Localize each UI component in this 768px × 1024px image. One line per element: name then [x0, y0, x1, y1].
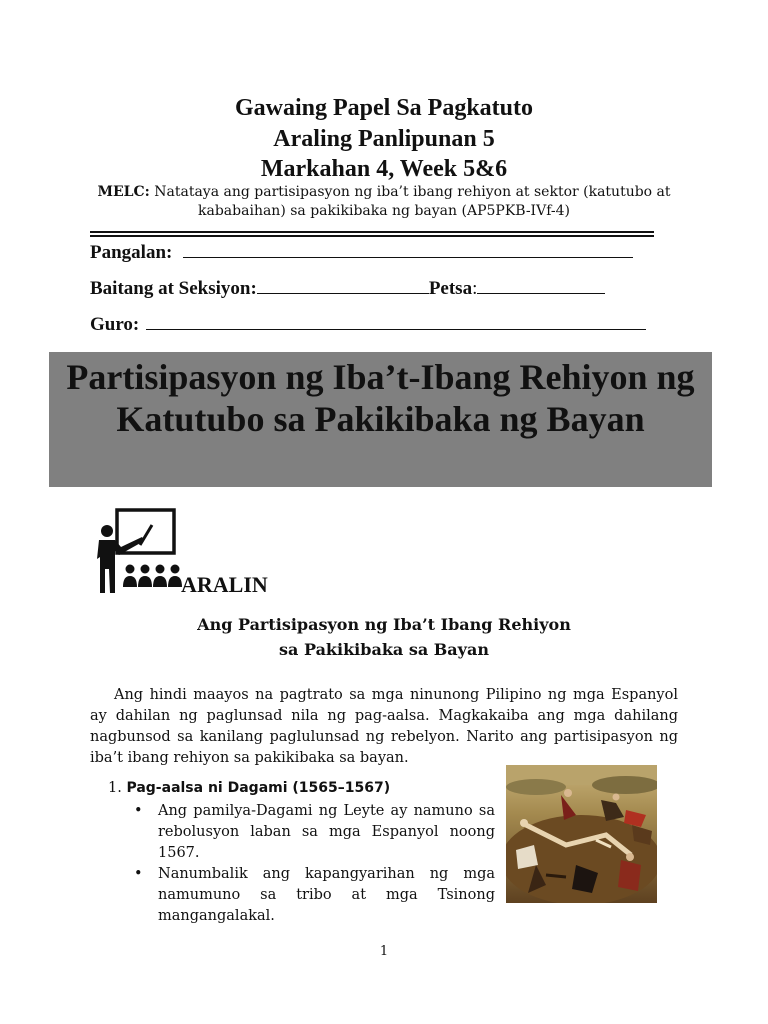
- melc-label: MELC:: [97, 184, 150, 200]
- item-heading: Pag-aalsa ni Dagami (1565–1567): [126, 780, 391, 796]
- item-bullets: [130, 801, 495, 927]
- date-label: Petsa: [428, 278, 473, 299]
- name-field: [90, 242, 633, 264]
- teacher-field: [90, 314, 646, 336]
- melc-block: [88, 183, 680, 221]
- revolt-painting-image: [506, 765, 657, 903]
- teacher-presentation-icon: [94, 507, 186, 595]
- topic-title-line-1: Partisipasyon ng Iba’t-Ibang Rehiyon ng: [66, 357, 695, 397]
- teacher-blank[interactable]: [146, 314, 646, 330]
- divider-top: [90, 231, 654, 233]
- aralin-label: ARALIN: [181, 572, 268, 597]
- teacher-label: Guro:: [90, 314, 140, 335]
- bullet-item: • Ang pamilya-Dagami ng Leyte ay namuno sa rebolusyon laban sa mga Espanyol noong 1567.: [130, 801, 495, 864]
- grade-section-field: [90, 278, 605, 300]
- date-blank[interactable]: [477, 278, 605, 294]
- lesson-subtitle-1: Ang Partisipasyon ng Iba’t Ibang Rehiyon: [197, 615, 571, 634]
- lesson-subtitle-2: sa Pakikibaka sa Bayan: [279, 640, 489, 659]
- list-item-title: [108, 780, 390, 796]
- name-blank[interactable]: [183, 242, 633, 258]
- name-label: Pangalan:: [90, 242, 173, 263]
- bullet-item: • Nanumbalik ang kapangyarihan ng mga namumuno sa tribo at mga Tsinong mangangalakal.: [130, 864, 495, 927]
- page-number: 1: [379, 944, 389, 959]
- melc-text-2: kababaihan) sa pakikibaka ng bayan (AP5PKB-IVf-4): [198, 203, 570, 219]
- grade-blank[interactable]: [257, 278, 429, 294]
- topic-title-line-2: Katutubo sa Pakikibaka ng Bayan: [116, 399, 645, 439]
- divider-bottom: [90, 235, 654, 237]
- item-number: 1.: [108, 780, 122, 796]
- topic-banner: [49, 352, 712, 487]
- worksheet-title: Gawaing Papel Sa Pagkatuto: [234, 95, 534, 121]
- date-colon: :: [472, 278, 478, 299]
- grade-label: Baitang at Seksiyon:: [90, 278, 257, 299]
- quarter-week-title: Markahan 4, Week 5&6: [260, 156, 508, 182]
- topic-title: [49, 356, 712, 440]
- subject-title: Araling Panlipunan 5: [273, 126, 495, 152]
- intro-paragraph: Ang hindi maayos na pagtrato sa mga ninunong Pilipino ng mga Espanyol ay dahilan ng paglunsad nila ng pag-aalsa. Magkakaiba ang mga dahilang nagbunsod sa kanilang paglulunsad ng rebelyon. Narito ang partisipasyon ng iba’t ibang rehiyon sa pakikibaka sa bayan.: [90, 687, 678, 766]
- melc-text-1: Natataya ang partisipasyon ng iba’t ibang rehiyon at sektor (katutubo at: [149, 184, 671, 200]
